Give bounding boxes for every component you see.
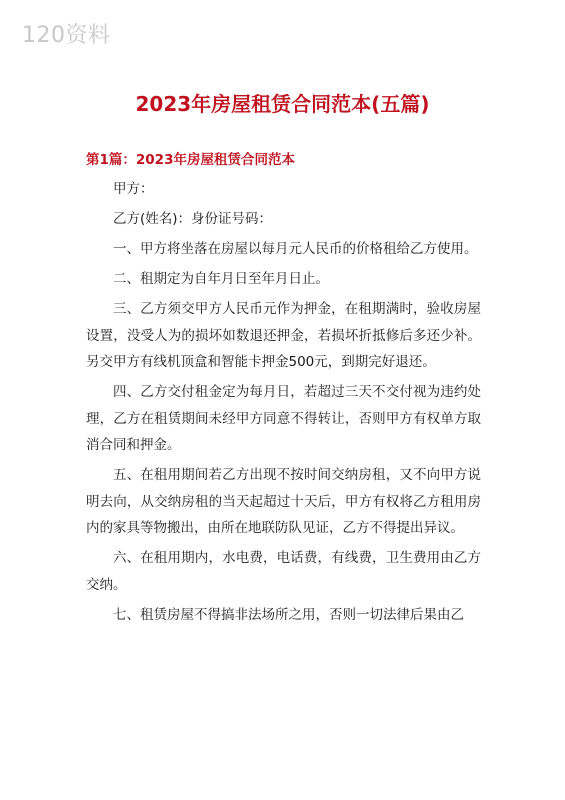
- clause-3: 三、乙方须交甲方人民币元作为押金，在租期满时，验收房屋设置，没受人为的损坏如数退还押金，若损坏折抵修后多还少补。另交甲方有线机顶盒和智能卡押金500元，到期完好退还。: [86, 301, 481, 370]
- clause-4: 四、乙方交付租金定为每月日，若超过三天不交付视为违约处理，乙方在租赁期间未经甲方同意不得转让，否则甲方有权单方取消合同和押金。: [86, 384, 481, 453]
- watermark: 120资料: [22, 23, 111, 48]
- clause-2: 二、租期定为自年月日至年月日止。: [113, 271, 329, 287]
- document-body: [86, 176, 481, 632]
- clause-5: 五、在租用期间若乙方出现不按时间交纳房租，又不向甲方说明去向，从交纳房租的当天起超过十天后，甲方有权将乙方租用房内的家具等物搬出，由所在地联防队见证，乙方不得提出异议。: [86, 467, 481, 536]
- party-a-line: 甲方：: [113, 181, 154, 197]
- section-heading: 第1篇：2023年房屋租赁合同范本: [86, 152, 295, 168]
- document-title: 2023年房屋租赁合同范本(五篇): [135, 92, 430, 116]
- party-b-line: 乙方(姓名)：身份证号码：: [113, 211, 273, 227]
- clause-6: 六、在租用期内，水电费，电话费，有线费，卫生费用由乙方交纳。: [86, 550, 481, 593]
- clause-1: 一、甲方将坐落在房屋以每月元人民币的价格租给乙方使用。: [113, 241, 478, 257]
- clause-7: 七、租赁房屋不得搞非法场所之用，否则一切法律后果由乙: [113, 606, 464, 623]
